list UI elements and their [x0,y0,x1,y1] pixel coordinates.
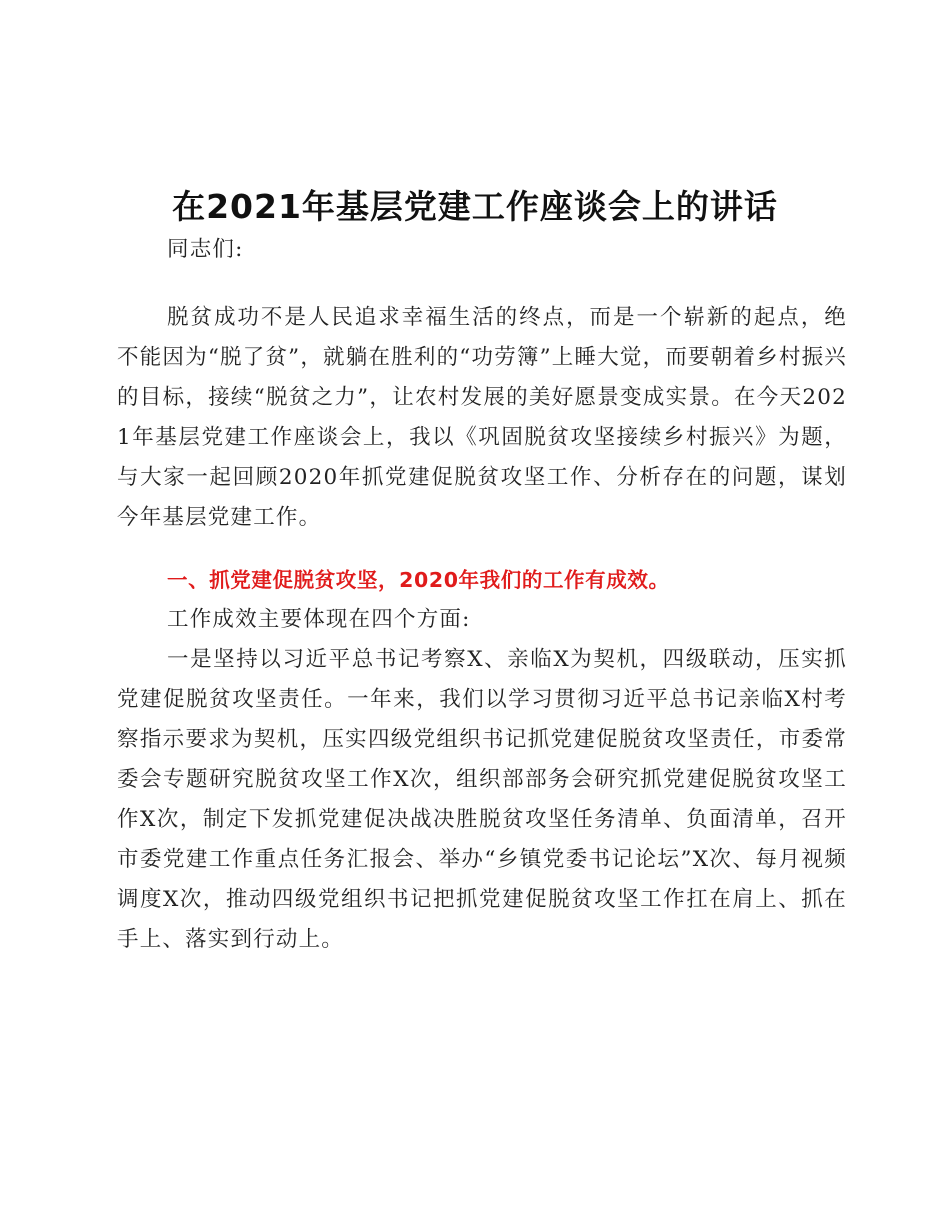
document-title: 在2021年基层党建工作座谈会上的讲话 [172,187,778,226]
paragraph-summary: 工作成效主要体现在四个方面: [167,607,471,632]
salutation: 同志们: [167,237,244,262]
paragraph-intro: 脱贫成功不是人民追求幸福生活的终点，而是一个崭新的起点，绝不能因为“脱了贫”，就躺在胜利的“功劳簿”上睡大觉，而要朝着乡村振兴的目标，接续“脱贫之力”，让农村发展的美好愿景变成实景。在今天2021年基层党建工作座谈会上，我以《巩固脱贫攻坚接续乡村振兴》为题，与大家一起回顾2020年抓党建促脱贫攻坚工作、分析存在的问题，谋划今年基层党建工作。 [117,305,847,530]
section-heading: 一、抓党建促脱贫攻坚，2020年我们的工作有成效。 [167,568,670,592]
paragraph-point-one: 一是坚持以习近平总书记考察X、亲临X为契机，四级联动，压实抓党建促脱贫攻坚责任。一年来，我们以学习贯彻习近平总书记亲临X村考察指示要求为契机，压实四级党组织书记抓党建促脱贫攻坚责任，市委常委会专题研究脱贫攻坚工作X次，组织部部务会研究抓党建促脱贫攻坚工作X次，制定下发抓党建促决战决胜脱贫攻坚任务清单、负面清单，召开市委党建工作重点任务汇报会、举办“乡镇党委书记论坛”X次、每月视频调度X次，推动四级党组织书记把抓党建促脱贫攻坚工作扛在肩上、抓在手上、落实到行动上。 [117,647,847,952]
